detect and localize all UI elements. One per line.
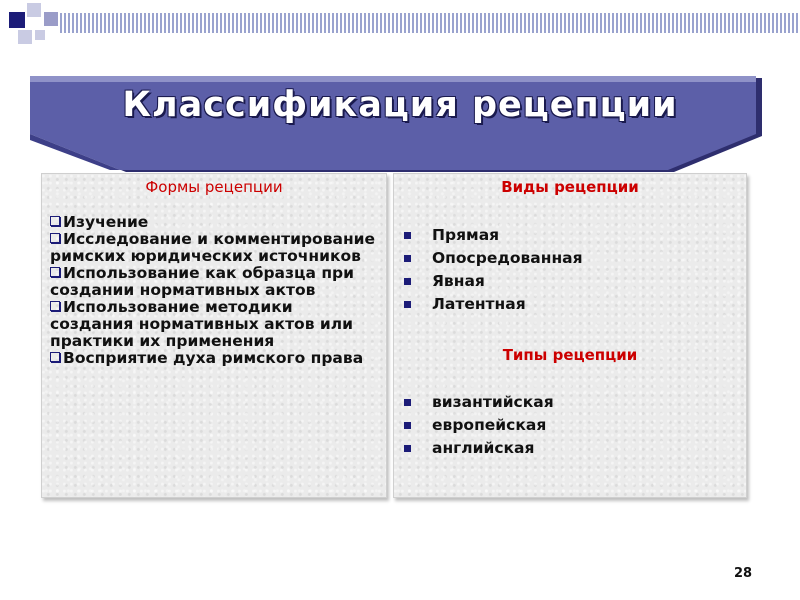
header-stripe-bar [60, 13, 800, 33]
corner-square-light-3 [35, 30, 45, 40]
list-item: византийская [404, 391, 554, 414]
list-item: Явная [404, 270, 583, 293]
list-item: Изучение [50, 214, 380, 231]
checkbox-bullet-icon [50, 352, 60, 362]
list-item: Восприятие духа римского права [50, 350, 380, 367]
list-item: Использование как образца при создании нормативных актов [50, 264, 355, 299]
square-bullet-icon [404, 232, 411, 239]
checkbox-bullet-icon [50, 216, 60, 226]
checkbox-bullet-icon [50, 233, 60, 243]
list-item: Использование методики создания нормативных актов или практики их применения [50, 298, 353, 350]
corner-square-navy-1 [9, 12, 25, 28]
square-bullet-icon [404, 255, 411, 262]
types-heading: Виды рецепции [501, 178, 639, 196]
types-list [404, 224, 583, 316]
checkbox-bullet-icon [50, 267, 60, 277]
square-bullet-icon [404, 301, 411, 308]
forms-heading: Формы рецепции [145, 178, 283, 196]
types-panel [393, 173, 747, 498]
list-item: Латентная [404, 293, 583, 316]
corner-square-mid-1 [44, 12, 58, 26]
page-number: 28 [734, 566, 753, 581]
list-item: европейская [404, 414, 554, 437]
slide-title: Классификация рецепции [122, 85, 678, 125]
kinds-list [404, 391, 554, 460]
list-item: Опосредованная [404, 247, 583, 270]
kinds-heading: Типы рецепции [502, 346, 638, 364]
forms-panel [41, 173, 387, 498]
square-bullet-icon [404, 445, 411, 452]
square-bullet-icon [404, 422, 411, 429]
corner-square-light-2 [18, 30, 32, 44]
corner-square-light-1 [27, 3, 41, 17]
list-item: Исследование и комментирование римских юридических источников [50, 230, 376, 265]
checkbox-bullet-icon [50, 301, 60, 311]
square-bullet-icon [404, 278, 411, 285]
square-bullet-icon [404, 399, 411, 406]
forms-list [50, 214, 380, 367]
list-item: Прямая [404, 224, 583, 247]
list-item: английская [404, 437, 554, 460]
